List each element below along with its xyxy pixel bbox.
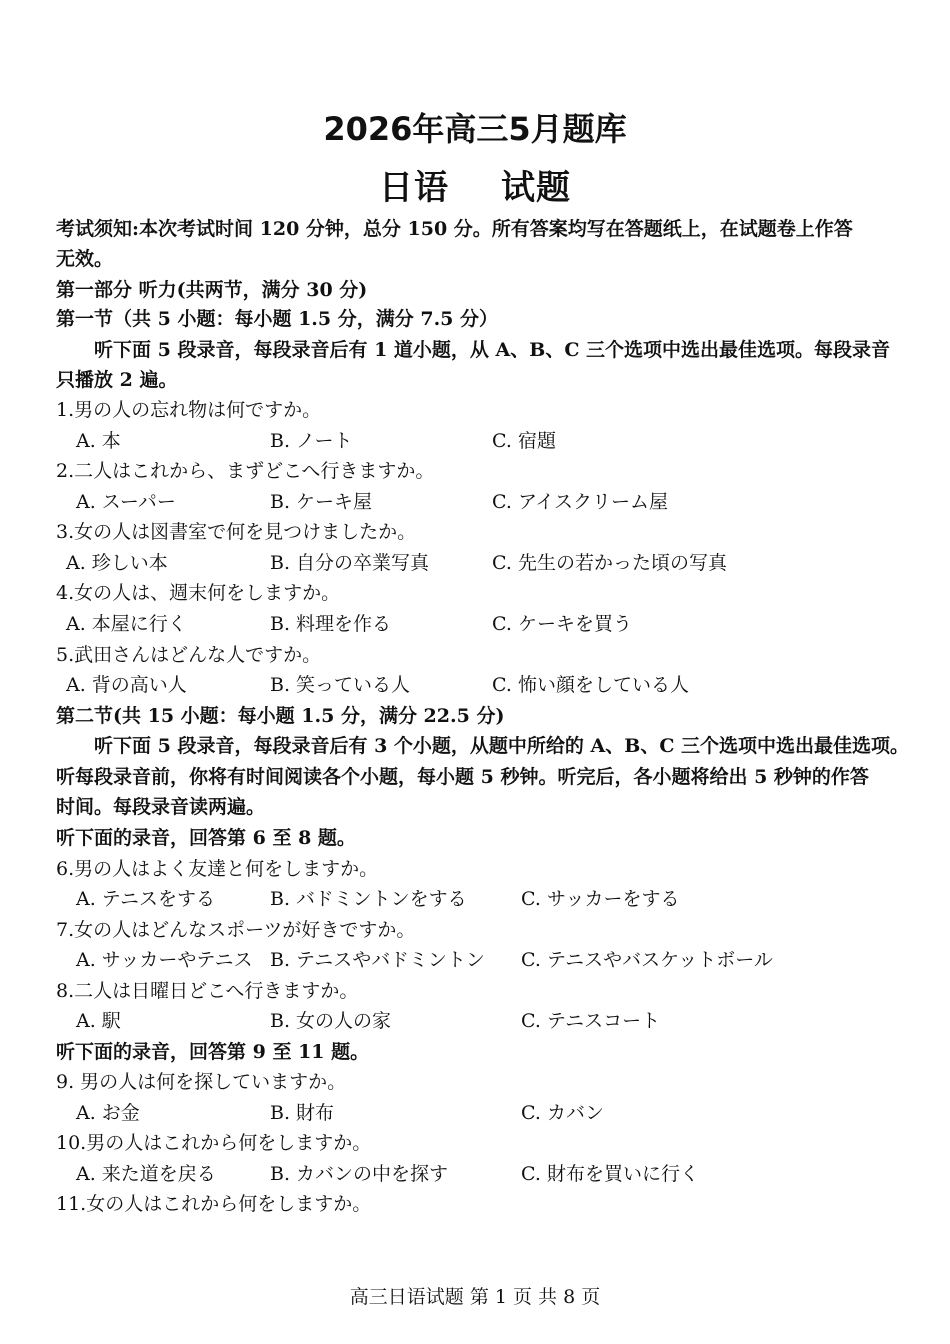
notice-line-2: 无效。 [56,248,114,270]
q5-option-c: C. 怖い顔をしている人 [492,674,689,696]
q1-option-b: B. ノート [270,430,353,452]
q7-option-a: A. サッカーやテニス [76,949,253,971]
q3-option-a: A. 珍しい本 [66,552,168,574]
paper-label: 试题 [501,168,571,208]
q7-option-c: C. テニスやバスケットボール [521,949,773,971]
question-6: 6.男の人はよく友達と何をしますか。 [56,858,379,880]
section2-instruction-1: 听下面 5 段录音，每段录音后有 3 个小题，从题中所给的 A、B、C 三个选项中选出最佳选项。 [94,735,910,757]
q9-option-c: C. カバン [521,1102,604,1124]
section2-instruction-3: 时间。每段录音读两遍。 [56,796,266,818]
q3-option-b: B. 自分の卒業写真 [270,552,430,574]
q8-option-b: B. 女の人の家 [270,1010,392,1032]
section1-heading: 第一节（共 5 小题：每小题 1.5 分，满分 7.5 分） [56,308,499,330]
section1-instruction-2: 只播放 2 遍。 [56,369,178,391]
exam-title: 2026年高三5月题库 [323,110,627,148]
q4-option-c: C. ケーキを買う [492,613,632,635]
q4-option-b: B. 料理を作る [270,613,392,635]
q9-option-b: B. 財布 [270,1102,335,1124]
q1-option-a: A. 本 [76,430,121,452]
question-8: 8.二人は日曜日どこへ行きますか。 [56,980,359,1002]
exam-subtitle [0,160,950,209]
question-3: 3.女の人は図書室で何を見つけましたか。 [56,521,417,543]
q9-option-a: A. お金 [76,1102,140,1124]
q6-option-c: C. サッカーをする [521,888,680,910]
section2-heading: 第二节(共 15 小题：每小题 1.5 分，满分 22.5 分) [56,705,505,727]
q3-option-c: C. 先生の若かった頃の写真 [492,552,727,574]
question-11: 11.女の人はこれから何をしますか。 [56,1193,372,1215]
notice-line-1: 考试须知:本次考试时间 120 分钟，总分 150 分。所有答案均写在答题纸上，在试题卷上作答 [56,218,853,240]
question-1: 1.男の人の忘れ物は何ですか。 [56,399,322,421]
q2-option-a: A. スーパー [76,491,176,513]
q8-option-c: C. テニスコート [521,1010,661,1032]
q6-option-a: A. テニスをする [76,888,216,910]
q4-option-a: A. 本屋に行く [66,613,187,635]
q1-option-c: C. 宿題 [492,430,556,452]
q7-option-b: B. テニスやバドミントン [270,949,485,971]
q6-option-b: B. バドミントンをする [270,888,467,910]
q8-option-a: A. 駅 [76,1010,121,1032]
q5-option-b: B. 笑っている人 [270,674,411,696]
subject-label: 日语 [379,168,449,208]
question-10: 10.男の人はこれから何をしますか。 [56,1132,372,1154]
group-heading-9-11: 听下面的录音，回答第 9 至 11 题。 [56,1041,370,1063]
section1-instruction-1: 听下面 5 段录音，每段录音后有 1 道小题，从 A、B、C 三个选项中选出最佳选项。每段录音 [94,339,891,361]
part-heading: 第一部分 听力(共两节，满分 30 分) [56,279,368,301]
q2-option-b: B. ケーキ屋 [270,491,373,513]
section2-instruction-2: 听每段录音前，你将有时间阅读各个小题，每小题 5 秒钟。听完后，各小题将给出 5 秒钟的作答 [56,766,869,788]
question-5: 5.武田さんはどんな人ですか。 [56,644,322,666]
group-heading-6-8: 听下面的录音，回答第 6 至 8 题。 [56,827,356,849]
q10-option-c: C. 財布を買いに行く [521,1163,699,1185]
page-footer: 高三日语试题 第 1 页 共 8 页 [349,1286,601,1308]
q2-option-c: C. アイスクリーム屋 [492,491,669,513]
q10-option-a: A. 来た道を戻る [76,1163,216,1185]
question-7: 7.女の人はどんなスポーツが好きですか。 [56,919,416,941]
q10-option-b: B. カバンの中を探す [270,1163,449,1185]
question-9: 9. 男の人は何を探していますか。 [56,1071,347,1093]
q5-option-a: A. 背の高い人 [66,674,187,696]
question-4: 4.女の人は、週末何をしますか。 [56,582,341,604]
question-2: 2.二人はこれから、まずどこへ行きますか。 [56,460,435,482]
